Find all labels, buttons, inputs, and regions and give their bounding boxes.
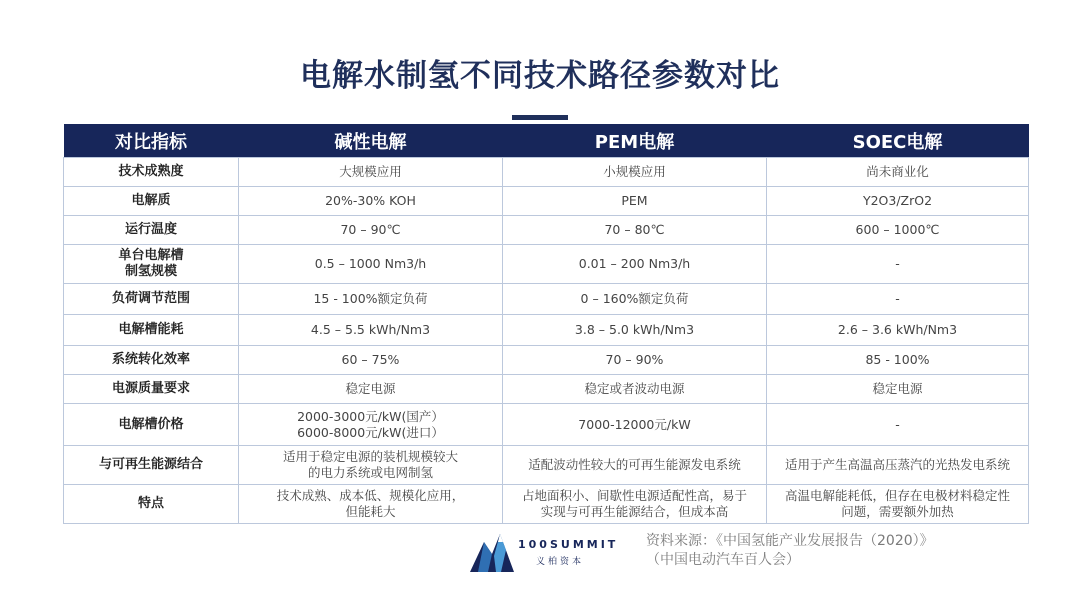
logo-wordmark: 100SUMMIT (518, 538, 619, 551)
table-row (64, 404, 1029, 446)
cell-alk (239, 245, 503, 284)
cell-alk (239, 346, 503, 375)
cell-text: 的电力系统或电网制氢 (307, 465, 433, 480)
cell-text: 60 – 75% (341, 352, 400, 367)
cell-text: 0.01 – 200 Nm3/h (578, 256, 691, 271)
table-row (64, 346, 1029, 375)
cell-text: 技术成熟度 (118, 164, 184, 179)
cell-text: 尚未商业化 (866, 164, 929, 179)
cell-pem (503, 284, 767, 315)
cell-text: 但能耗大 (345, 504, 396, 519)
logo-chinese-name: 义柏资本 (536, 557, 585, 567)
cell-text: 稳定电源 (345, 381, 396, 396)
cell-text: 3.8 – 5.0 kWh/Nm3 (574, 322, 695, 337)
cell-text: - (895, 291, 900, 306)
cell-text: 2000-3000元/kW(国产） (297, 408, 444, 424)
row-label (64, 245, 239, 284)
cell-pem (503, 187, 767, 216)
cell-soec (767, 158, 1029, 187)
cell-text: 问题，需要额外加热 (841, 504, 954, 519)
header-indicator: 对比指标 (64, 124, 239, 158)
cell-text: 占地面积小、间歇性电源适配性高，易于 (521, 488, 747, 503)
cell-text: 制氢规模 (124, 264, 177, 279)
cell-text: - (895, 416, 900, 432)
cell-text: Y2O3/ZrO2 (862, 193, 933, 208)
cell-text: 技术成熟、成本低、规模化应用， (276, 488, 465, 503)
cell-alk (239, 284, 503, 315)
cell-alk (239, 216, 503, 245)
cell-alk (239, 315, 503, 346)
row-label (64, 446, 239, 485)
cell-text: 0.5 – 1000 Nm3/h (314, 256, 427, 271)
source-line-1: 资料来源：《中国氢能产业发展报告（2020）》 (646, 533, 934, 549)
cell-soec (767, 216, 1029, 245)
source-note (646, 532, 934, 570)
cell-alk (239, 485, 503, 524)
cell-text: 系统转化效率 (111, 352, 190, 367)
row-label (64, 284, 239, 315)
cell-soec (767, 245, 1029, 284)
table-row (64, 315, 1029, 346)
row-label (64, 346, 239, 375)
cell-pem (503, 404, 767, 446)
cell-soec (767, 375, 1029, 404)
cell-text: 85 - 100% (865, 352, 930, 367)
cell-text: PEM (621, 193, 648, 208)
cell-text: 适配波动性较大的可再生能源发电系统 (528, 457, 741, 472)
cell-text: 电解槽能耗 (118, 322, 184, 337)
cell-text: 运行温度 (124, 222, 177, 237)
row-label (64, 216, 239, 245)
title-underline (512, 115, 568, 120)
row-label (64, 315, 239, 346)
cell-pem (503, 485, 767, 524)
cell-text: 适用于稳定电源的装机规模较大 (282, 449, 458, 464)
cell-text: 特点 (137, 496, 164, 511)
table-row (64, 158, 1029, 187)
source-line-2: （中国电动汽车百人会） (646, 552, 800, 568)
cell-soec (767, 346, 1029, 375)
cell-text: 与可再生能源结合 (98, 457, 203, 472)
cell-alk (239, 404, 503, 446)
cell-text: 电解槽价格 (118, 416, 184, 432)
table-row (64, 485, 1029, 524)
cell-text: 20%-30% KOH (325, 193, 416, 208)
page-title: 电解水制氢不同技术路径参数对比 (300, 58, 780, 94)
cell-soec (767, 404, 1029, 446)
cell-alk (239, 446, 503, 485)
table-header-row (64, 124, 1029, 158)
cell-soec (767, 446, 1029, 485)
cell-text: 6000-8000元/kW(进口） (297, 424, 444, 440)
logo (470, 530, 630, 572)
cell-text: 大规模应用 (339, 164, 402, 179)
cell-pem (503, 346, 767, 375)
cell-soec (767, 315, 1029, 346)
cell-text: 4.5 – 5.5 kWh/Nm3 (310, 322, 431, 337)
table-row (64, 187, 1029, 216)
header-pem: PEM电解 (503, 124, 767, 158)
cell-text: 小规模应用 (603, 164, 666, 179)
cell-text: 电源质量要求 (111, 381, 190, 396)
cell-soec (767, 485, 1029, 524)
cell-text: 稳定电源 (872, 381, 923, 396)
cell-text: 7000-12000元/kW (578, 416, 691, 432)
cell-text: 70 – 90℃ (340, 222, 401, 237)
row-label (64, 187, 239, 216)
cell-pem (503, 158, 767, 187)
cell-pem (503, 315, 767, 346)
row-label (64, 404, 239, 446)
cell-text: 70 – 90% (605, 352, 664, 367)
cell-text: 0 – 160%额定负荷 (580, 291, 689, 306)
table-row (64, 446, 1029, 485)
row-label (64, 158, 239, 187)
cell-text: 实现与可再生能源结合，但成本高 (540, 504, 729, 519)
row-label (64, 375, 239, 404)
cell-alk (239, 375, 503, 404)
row-label (64, 485, 239, 524)
cell-text: 600 – 1000℃ (855, 222, 940, 237)
table-row (64, 245, 1029, 284)
cell-soec (767, 284, 1029, 315)
cell-text: 适用于产生高温高压蒸汽的光热发电系统 (784, 457, 1010, 472)
cell-pem (503, 216, 767, 245)
header-alkaline: 碱性电解 (239, 124, 503, 158)
cell-text: 2.6 – 3.6 kWh/Nm3 (837, 322, 958, 337)
cell-text: 电解质 (131, 193, 171, 208)
cell-text: 稳定或者波动电源 (584, 381, 685, 396)
table-row (64, 284, 1029, 315)
cell-pem (503, 446, 767, 485)
table-row (64, 375, 1029, 404)
cell-pem (503, 375, 767, 404)
cell-text: 单台电解槽 (118, 248, 184, 263)
cell-alk (239, 158, 503, 187)
cell-soec (767, 187, 1029, 216)
cell-text: 高温电解能耗低，但存在电极材料稳定性 (784, 488, 1010, 503)
cell-text: - (895, 256, 900, 271)
comparison-table (63, 124, 1029, 524)
cell-text: 70 – 80℃ (604, 222, 665, 237)
cell-pem (503, 245, 767, 284)
cell-alk (239, 187, 503, 216)
table-row (64, 216, 1029, 245)
header-soec: SOEC电解 (767, 124, 1029, 158)
cell-text: 负荷调节范围 (111, 291, 190, 306)
mountain-logo-icon (470, 530, 514, 572)
cell-text: 15 - 100%额定负荷 (313, 291, 428, 306)
